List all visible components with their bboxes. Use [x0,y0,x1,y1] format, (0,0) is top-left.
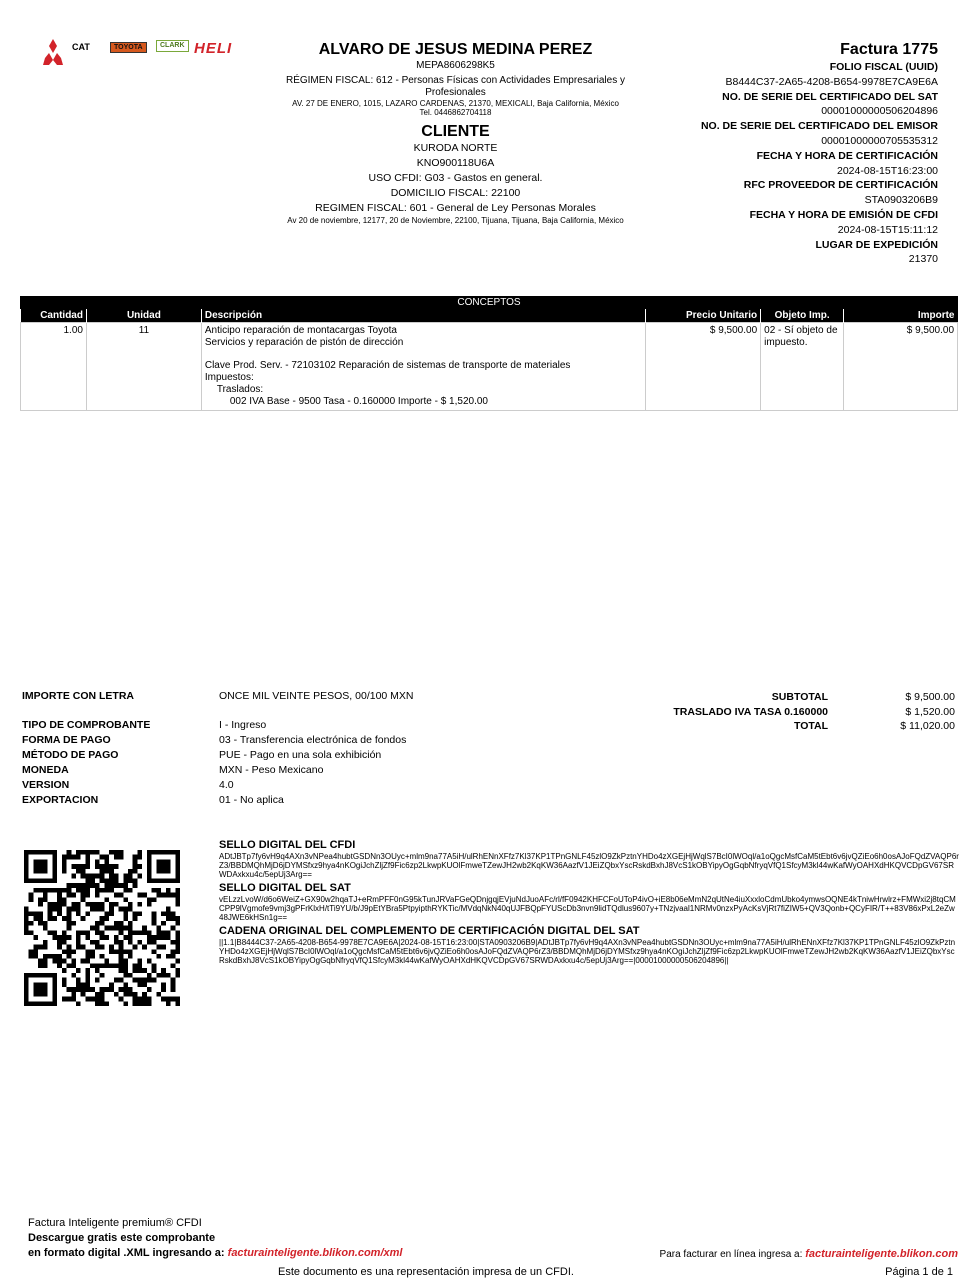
info-row [22,793,622,808]
importe-letra-value: ONCE MIL VEINTE PESOS, 00/100 MXN [219,690,414,702]
folio-label: FOLIO FISCAL (UUID) [829,61,938,73]
row-objeto: 02 - Sí objeto de impuesto. [761,323,844,411]
iva-label: TRASLADO IVA TASA 0.160000 [673,705,828,718]
sello-sat-value: vELzzLvoW/d6o6WeiZ+GX90w2hqaTJ+eRmPFF0nG95kTunJRVaFGeQDnjgqjEVjuNdJuoAFc/rl/fF0942KHFCFoUToP4ivO+iE8b06eMmN2qUtNe4iuXxxloCdmUbko4ymwsOQNE4kTniwHrwlrz+FMWxi2j8tqCMCPP9lVgmofe9vmj3gPFrKlxH/tTi9YU/b/J9pEtYBra5PtpyipthRYKTic/MVdqNkN40qUJFBQpFYUScDb3nvn9lidTQdlus9607y+TNzjvaal1NRMv0nzxPyAcKsVjRt7fiZIW5+QV3Qonb+QCyFIR/T++83V86xPxL2eZw48JWE6kHSn1g== [219,895,956,922]
fecha-emision-label: FECHA Y HORA DE EMISIÓN DE CFDI [749,208,938,221]
subtotal-value: $ 9,500.00 [905,691,955,703]
row-descripcion [201,323,645,411]
conceptos-header-row [21,309,958,323]
header-unidad: Unidad [86,309,201,323]
info-value: I - Ingreso [219,719,267,731]
cliente-uso-cfdi: USO CFDI: G03 - Gastos en general. [368,172,543,184]
clark-logo: CLARK [156,40,189,52]
header-precio: Precio Unitario [646,309,761,323]
impuestos-label: Impuestos: [204,372,254,383]
rfc-prov-label: RFC PROVEEDOR DE CERTIFICACIÓN [743,179,938,192]
table-row [21,323,958,411]
header-objeto: Objeto Imp. [761,309,844,323]
importe-letra-label: IMPORTE CON LETRA [22,690,134,702]
heli-logo: HELI [194,40,233,57]
footer-line-2: Descargue gratis este comprobante [28,1232,216,1244]
cadena-value: ||1.1|B8444C37-2A65-4208-B654-9978E7CA9E6A|2024-08-15T16:23:00|STA0903206B9|ADtJBTp7fy6vH9q4AXn3vNPea4hubtGSDNn3OUyc+mlm9na77A5iH/ulRhENnXFfz7Kl37KP1TPnGNLF45zlO9ZkPztnYHDo4zXGEjHjWqlS7BcI0lWOql/a1oQgcMsfCaM5tEbt6v6jvQZiEo6h0osAJoFQdZVAQP6rZ3/BBDMQhMjD6jDYMSfxz9hya4nKOgiJchZljZf9Fic6zp2LkwpKUOlFmweTZewJH2wb2KqKW36AazfV1JEiZQbxYscRskdBxhJ8VcS1kOBYipyOgGqbNfryqVfQ1SfcyM3kl44wKafWyOAHXdHKQVCDpGV67SRWDAxkxu4c/5epUj3Arg==|00001000000506204896|| [219,938,956,965]
total-label: TOTAL [793,720,828,732]
serie-emisor-label: NO. DE SERIE DEL CERTIFICADO DEL EMISOR [700,120,938,133]
fecha-cert-value: 2024-08-15T16:23:00 [837,164,938,177]
row-cantidad: 1.00 [21,323,87,411]
footer-line-1: Factura Inteligente premium® CFDI [28,1217,202,1229]
total-value: $ 11,020.00 [900,720,955,732]
cat-logo: CAT [72,42,90,52]
info-value: 4.0 [219,779,234,791]
info-label: MONEDA [22,764,69,776]
footer-left [28,1216,402,1261]
info-value: 01 - No aplica [219,794,284,806]
emisor-rfc: MEPA8606298K5 [416,60,495,71]
info-label: MÉTODO DE PAGO [22,749,119,761]
header-cantidad: Cantidad [21,309,87,323]
info-row [22,763,622,778]
footer-disclaimer: Este documento es una representación impresa de un CFDI. [278,1266,574,1278]
emisor-name: ALVARO DE JESUS MEDINA PEREZ [318,41,593,58]
folio-value: B8444C37-2A65-4208-B654-9978E7CA9E6A [725,75,938,88]
desc-line-2: Servicios y reparación de pistón de dirección [204,337,404,348]
serie-sat-value: 00001000000506204896 [821,105,938,118]
desc-line-1: Anticipo reparación de montacargas Toyota [204,325,397,336]
info-value: PUE - Pago en una sola exhibición [219,749,382,761]
subtotal-label: SUBTOTAL [771,691,828,703]
emisor-address: AV. 27 DE ENERO, 1015, LAZARO CARDENAS, 21370, MEXICALI, Baja California, México [292,99,619,108]
traslados-label: Traslados: [216,384,264,395]
cliente-address: Av 20 de noviembre, 12177, 20 de Noviembre, 22100, Tijuana, Tijuana, Baja California, México [287,216,624,225]
sello-cfdi-value: ADtJBTp7fy6vH9q4AXn3vNPea4hubtGSDNn3OUyc+mlm9na77A5iH/ulRhENnXFfz7Kl37KP1TPnGNLF45zlO9ZkPztnYHDo4zXGEjHjWqlS7BcI0lWOql/a1oQgcMsfCaM5tEbt6v6jvQZiEo6h0osAJoFQdZVAQP6rZ3/BBDMQhMjD6jDYMSfxz9hya4nKOgiJchZljZf9Fic6zp2LkwpKUOlFmweTZewJH2wb2KqKW36AazfV1JEiZQbxYscRskdBxhJ8VcS1kOBYipyOgGqbNfryqVfQ1SfcyM3kl44wKafWyOAHXdHKQVCDpGV67SRWDAxkxu4c/5epUj3Arg== [219,852,959,879]
lugar-value: 21370 [908,253,938,266]
info-row [22,748,622,763]
facturar-link[interactable]: facturainteligente.blikon.com [805,1248,958,1260]
footer-right [660,1248,958,1260]
info-value: MXN - Peso Mexicano [219,764,324,776]
info-label: EXPORTACION [22,794,99,806]
info-row [22,778,622,793]
emisor-regimen: RÉGIMEN FISCAL: 612 - Personas Físicas con Actividades Empresariales y Profesionales [285,75,625,98]
xml-download-link[interactable]: facturainteligente.blikon.com/xml [227,1247,403,1259]
serie-emisor-value: 00001000000705535312 [821,134,938,147]
sello-sat-label: SELLO DIGITAL DEL SAT [219,882,351,894]
page-number: Página 1 de 1 [885,1266,953,1278]
fecha-cert-label: FECHA Y HORA DE CERTIFICACIÓN [756,149,938,162]
iva-row [580,705,955,720]
emisor-block [258,40,653,225]
iva-value: $ 1,520.00 [905,705,955,718]
toyota-logo: TOYOTA [110,42,147,53]
fecha-emision-value: 2024-08-15T15:11:12 [837,223,938,236]
total-row [580,719,955,734]
header-descripcion: Descripción [201,309,645,323]
info-row [22,733,622,748]
sello-cfdi-label: SELLO DIGITAL DEL CFDI [219,839,356,851]
info-label: VERSION [22,779,70,791]
cliente-domicilio: DOMICILIO FISCAL: 22100 [390,187,521,199]
lugar-label: LUGAR DE EXPEDICIÓN [815,238,938,251]
subtotal-row [580,690,955,705]
info-row [22,718,622,733]
brand-logos [38,36,238,68]
cadena-label: CADENA ORIGINAL DEL COMPLEMENTO DE CERTIFICACIÓN DIGITAL DEL SAT [219,925,640,937]
mitsubishi-logo [38,38,68,66]
row-precio: $ 9,500.00 [646,323,761,411]
cliente-name: KURODA NORTE [413,142,498,154]
factura-details [638,40,938,267]
conceptos-title: CONCEPTOS [20,296,958,309]
info-label: FORMA DE PAGO [22,734,111,746]
cliente-regimen: REGIMEN FISCAL: 601 - General de Ley Personas Morales [315,202,596,214]
header-importe: Importe [844,309,958,323]
iva-line: 002 IVA Base - 9500 Tasa - 0.160000 Importe - $ 1,520.00 [229,396,488,407]
rfc-prov-value: STA0903206B9 [864,194,938,207]
totals-block [580,690,955,734]
cliente-rfc: KNO900118U6A [416,157,495,169]
cliente-title: CLIENTE [421,123,490,140]
row-unidad: 11 [86,323,201,411]
comprobante-info [22,718,622,808]
row-importe: $ 9,500.00 [844,323,958,411]
conceptos-table [20,309,958,411]
emisor-tel: Tel. 0446862704118 [419,108,492,117]
info-label: TIPO DE COMPROBANTE [22,719,151,731]
factura-title: Factura 1775 [840,41,938,58]
clave-prod: Clave Prod. Serv. - 72103102 Reparación de sistemas de transporte de materiales [204,360,571,371]
footer-right-text: Para facturar en línea ingresa a: [659,1249,803,1260]
sellos-block [219,838,959,967]
info-value: 03 - Transferencia electrónica de fondos [219,734,407,746]
qr-code-icon [24,850,180,1006]
footer-line-3: en formato digital .XML ingresando a: [28,1247,225,1259]
serie-sat-label: NO. DE SERIE DEL CERTIFICADO DEL SAT [722,90,938,103]
